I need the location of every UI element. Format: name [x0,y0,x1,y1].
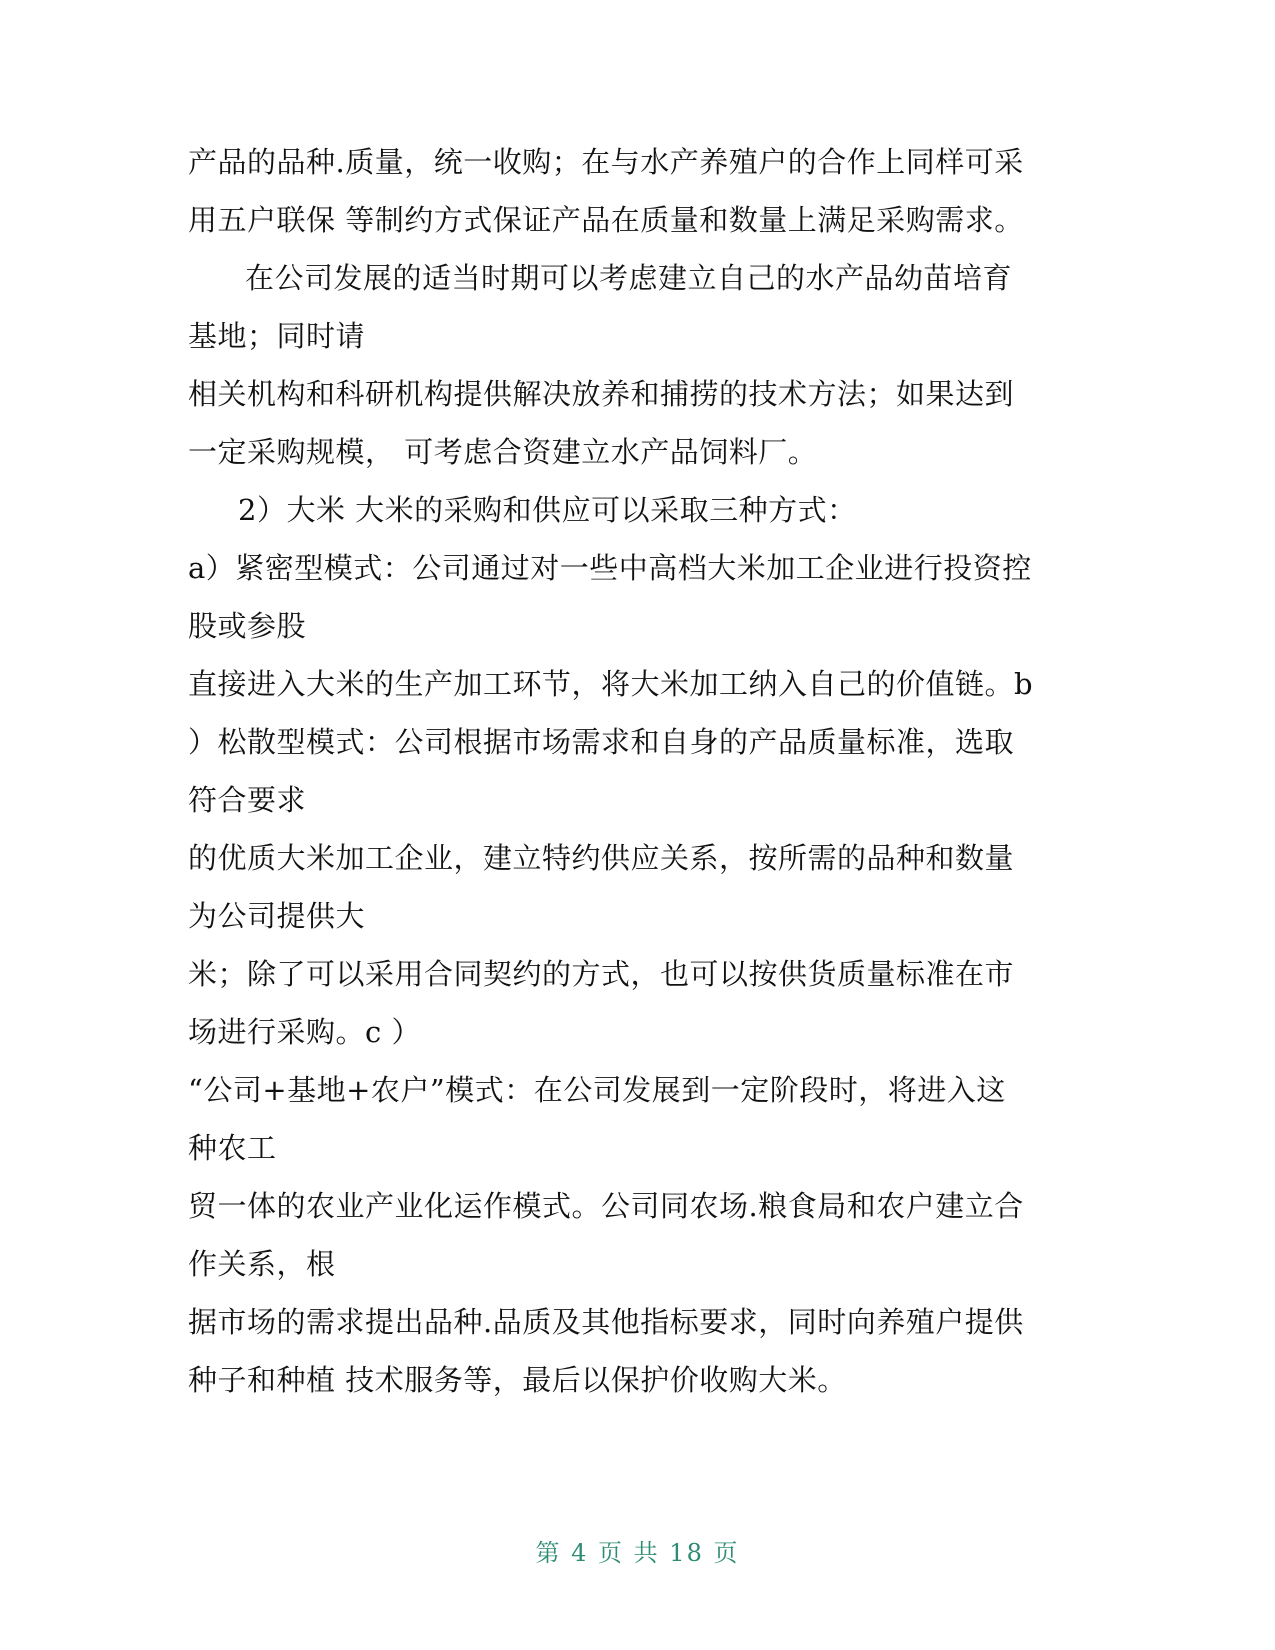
paragraph-line: 种农工 [188,1131,277,1165]
paragraph-line: ）松散型模式：公司根据市场需求和自身的产品质量标准，选取 [188,725,1015,759]
paragraph-line: 场进行采购。c ） [188,1015,421,1049]
paragraph-line: “公司+基地+农户”模式：在公司发展到一定阶段时，将进入这 [188,1073,1006,1107]
paragraph-line: 在公司发展的适当时期可以考虑建立自己的水产品幼苗培育 [245,261,1013,295]
paragraph-line: 2）大米 大米的采购和供应可以采取三种方式： [238,493,857,527]
paragraph-line: 作关系，根 [188,1247,336,1281]
paragraph-line: 种子和种植 技术服务等，最后以保护价收购大米。 [188,1363,847,1397]
paragraph-line: 的优质大米加工企业，建立特约供应关系，按所需的品种和数量 [188,841,1015,875]
paragraph-line: a）紧密型模式：公司通过对一些中高档大米加工企业进行投资控 [188,551,1032,585]
paragraph-line: 据市场的需求提出品种.品质及其他指标要求，同时向养殖户提供 [188,1305,1024,1339]
paragraph-line: 相关机构和科研机构提供解决放养和捕捞的技术方法；如果达到 [188,377,1015,411]
page-number-footer: 第 4 页 共 18 页 [535,1539,740,1567]
paragraph-line: 米；除了可以采用合同契约的方式，也可以按供货质量标准在市 [188,957,1015,991]
paragraph-line: 用五户联保 等制约方式保证产品在质量和数量上满足采购需求。 [188,203,1024,237]
paragraph-line: 直接进入大米的生产加工环节，将大米加工纳入自己的价值链。b [188,667,1034,701]
paragraph-line: 股或参股 [188,609,307,643]
paragraph-line: 为公司提供大 [188,899,366,933]
paragraph-line: 基地；同时请 [188,319,366,353]
paragraph-line: 符合要求 [188,783,307,817]
paragraph-line: 一定采购规模， 可考虑合资建立水产品饲料厂。 [188,435,818,469]
paragraph-line: 产品的品种.质量，统一收购；在与水产养殖户的合作上同样可采 [188,145,1024,179]
paragraph-line: 贸一体的农业产业化运作模式。公司同农场.粮食局和农户建立合 [188,1189,1024,1223]
